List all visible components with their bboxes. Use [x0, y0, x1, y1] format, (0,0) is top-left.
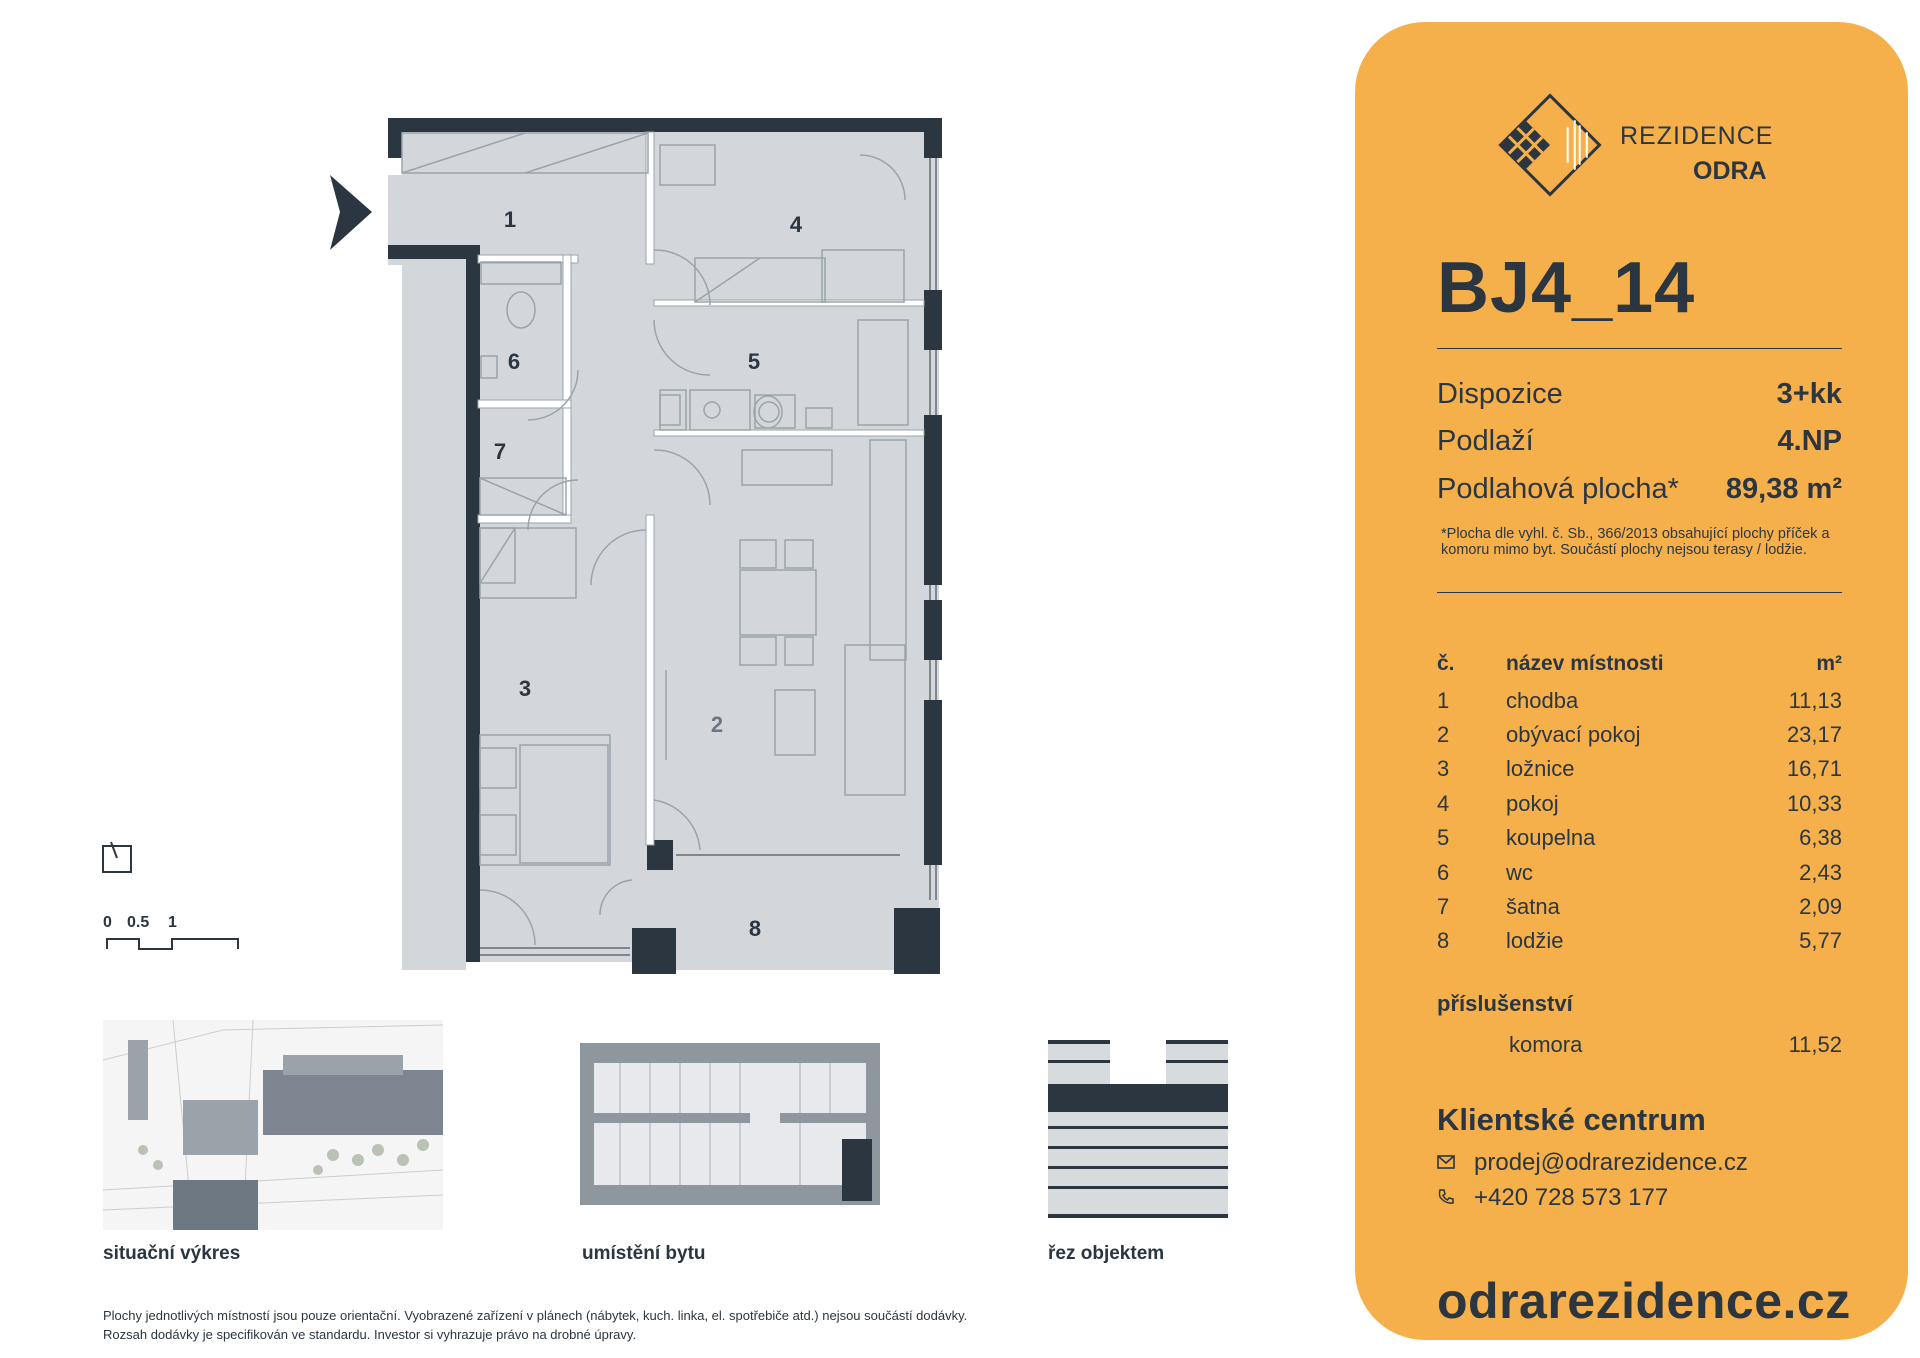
phone-link[interactable]: +420 728 573 177 [1474, 1184, 1669, 1211]
label-floor-area: Podlahová plocha* [1437, 473, 1679, 505]
value-floor: 4.NP [1777, 425, 1842, 457]
info-panel [1355, 22, 1908, 1340]
label-layout: Dispozice [1437, 378, 1563, 410]
website-link[interactable]: odrarezidence.cz [1437, 1273, 1851, 1329]
room-row: 7 šatna 2,09 [1437, 894, 1842, 919]
label-floor: Podlaží [1437, 425, 1534, 457]
plan-label-1: 1 [503, 207, 517, 232]
value-layout: 3+kk [1776, 378, 1842, 410]
plan-label-2: 2 [710, 712, 724, 737]
plan-label-8: 8 [748, 916, 762, 941]
plan-label-6: 6 [507, 349, 521, 374]
plan-label-5: 5 [747, 349, 761, 374]
plan-label-7: 7 [493, 439, 507, 464]
situation-plan-caption: situační výkres [103, 1243, 241, 1264]
divider-top [1437, 348, 1842, 349]
plan-label-4: 4 [789, 212, 803, 237]
situation-plan-thumbnail [103, 1020, 443, 1230]
accessory-name: komora [1509, 1032, 1583, 1057]
floor-plan [320, 110, 960, 990]
client-center-title: Klientské centrum [1437, 1102, 1706, 1137]
mail-icon [1437, 1153, 1455, 1171]
brand-line2: ODRA [1693, 157, 1767, 185]
entrance-arrow-icon [330, 175, 372, 250]
building-section-caption: řez objektem [1048, 1243, 1165, 1264]
accessory-area: 11,52 [1788, 1032, 1842, 1057]
plan-label-3: 3 [518, 676, 532, 701]
disclaimer: Plochy jednotlivých místností jsou pouze orientační. Vyobrazené zařízení v plánech (nábytek, kuch. linka, el. spotřebiče atd.) nejsou součástí dodávky. Rozsah dodávky je specifikován ve standardu. Investor si vyhrazuje právo na drobné úpravy. [103, 1308, 968, 1342]
scale-label-0: 0 [103, 914, 112, 931]
rooms-header-area: m² [1816, 652, 1842, 675]
room-row: 8 lodžie 5,77 [1437, 928, 1842, 953]
rooms-header-number: č. [1437, 652, 1455, 675]
room-row: 1 chodba 11,13 [1437, 688, 1842, 713]
room-row: 5 koupelna 6,38 [1437, 825, 1842, 850]
north-arrow-icon [101, 840, 135, 874]
room-row: 3 ložnice 16,71 [1437, 756, 1842, 781]
brand-line1: REZIDENCE [1620, 122, 1774, 150]
room-row: 4 pokoj 10,33 [1437, 791, 1842, 816]
building-location-thumbnail [580, 1043, 880, 1205]
unit-code: BJ4_14 [1437, 248, 1696, 328]
area-note: *Plocha dle vyhl. č. Sb., 366/2013 obsahující plochy příček a komoru mimo byt. Součástí plochy nejsou terasy / lodžie. [1441, 526, 1830, 558]
logo-icon [1497, 92, 1603, 198]
email-link[interactable]: prodej@odrarezidence.cz [1474, 1149, 1748, 1176]
value-floor-area: 89,38 m² [1725, 473, 1842, 505]
building-section-thumbnail [1048, 1040, 1228, 1218]
room-row: 6 wc 2,43 [1437, 860, 1842, 885]
building-location-caption: umístění bytu [582, 1243, 706, 1264]
accessories-heading: příslušenství [1437, 991, 1573, 1016]
scale-label-1: 1 [168, 914, 177, 931]
divider-mid [1437, 592, 1842, 593]
rooms-header-name: název místnosti [1506, 652, 1664, 675]
scale-label-05: 0.5 [127, 914, 150, 931]
phone-icon [1437, 1188, 1455, 1206]
room-row: 2 obývací pokoj 23,17 [1437, 722, 1842, 747]
